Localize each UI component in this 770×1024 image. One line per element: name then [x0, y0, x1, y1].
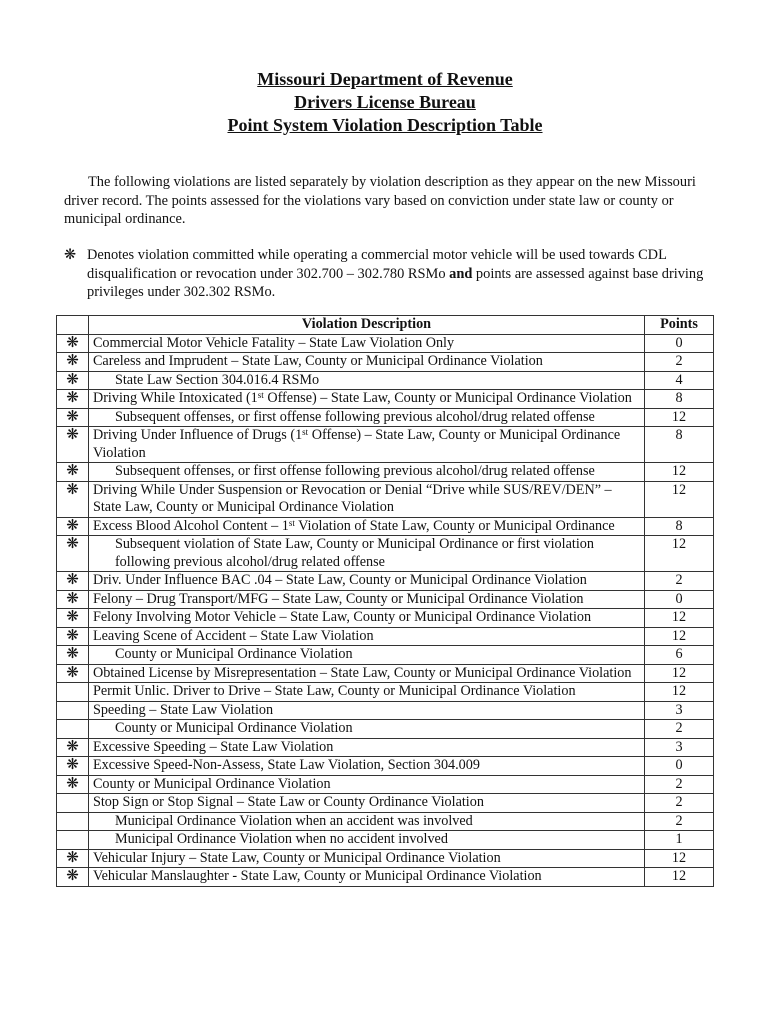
table-row	[57, 831, 714, 850]
violation-description	[88, 794, 644, 813]
table-row	[57, 794, 714, 813]
cmv-star-icon: ❋	[57, 463, 89, 482]
violation-description	[88, 683, 644, 702]
description-after: Offense) – State Law, County or Municipal Ordinance Violation	[92, 427, 621, 461]
violation-points: 0	[645, 334, 714, 353]
violation-description	[88, 868, 644, 887]
title-department: Missouri Department of Revenue	[257, 69, 513, 89]
description-text: Municipal Ordinance Violation when no accident involved	[114, 831, 448, 847]
table-row	[57, 683, 714, 702]
violation-points: 12	[645, 627, 714, 646]
cmv-star-icon: ❋	[57, 849, 89, 868]
table-row	[57, 664, 714, 683]
empty-star-cell	[57, 831, 89, 850]
description-text: County or Municipal Ordinance Violation	[114, 646, 353, 662]
cmv-star-icon: ❋	[57, 334, 89, 353]
note-text-after: points are assessed against base driving privileges under 302.302 RSMo.	[87, 265, 704, 300]
description-text: Driving While Under Suspension or Revocation or Denial “Drive while SUS/REV/DEN” – State Law, County or Municipal Ordinance Violation	[92, 481, 612, 515]
violation-points: 12	[645, 463, 714, 482]
table-row	[57, 812, 714, 831]
violation-description	[88, 775, 644, 794]
violation-points: 12	[645, 849, 714, 868]
violation-description	[88, 609, 644, 628]
header-description: Violation Description	[88, 316, 644, 335]
violation-description	[88, 517, 644, 536]
cmv-star-icon: ❋	[57, 664, 89, 683]
empty-star-cell	[57, 794, 89, 813]
violation-description	[88, 481, 644, 517]
description-text: Felony Involving Motor Vehicle – State Law, County or Municipal Ordinance Violation	[92, 609, 592, 625]
description-text: Leaving Scene of Accident – State Law Violation	[92, 627, 374, 644]
violation-description	[88, 831, 644, 850]
note-text-before: Denotes violation committed while operating a commercial motor vehicle will be used towards CDL disqualification or revocation under 302.700 – 302.780 RSMo	[87, 247, 667, 282]
violation-description	[88, 720, 644, 739]
description-text	[93, 390, 640, 408]
table-row	[57, 609, 714, 628]
table-row	[57, 408, 714, 427]
description-text	[93, 427, 640, 462]
table-row	[57, 427, 714, 463]
table-row	[57, 517, 714, 536]
violation-points: 2	[645, 812, 714, 831]
violation-points: 12	[645, 683, 714, 702]
table-row	[57, 481, 714, 517]
violation-points: 8	[645, 517, 714, 536]
description-before: Driving While Intoxicated (1	[92, 390, 258, 406]
violation-points: 2	[645, 720, 714, 739]
table-row	[57, 775, 714, 794]
cmv-star-icon: ❋	[57, 536, 89, 572]
violation-points: 0	[645, 757, 714, 776]
description-text: Felony – Drug Transport/MFG – State Law, County or Municipal Ordinance Violation	[92, 590, 584, 607]
cmv-star-icon: ❋	[57, 627, 89, 646]
violation-points: 8	[645, 390, 714, 409]
violation-description	[88, 390, 644, 409]
description-before: Excess Blood Alcohol Content – 1	[92, 517, 289, 534]
header-points: Points	[645, 316, 714, 335]
title-bureau: Drivers License Bureau	[294, 92, 476, 112]
violation-points: 6	[645, 646, 714, 665]
cmv-note	[64, 246, 714, 302]
violation-description	[88, 408, 644, 427]
description-text: Vehicular Injury – State Law, County or Municipal Ordinance Violation	[92, 849, 501, 866]
description-text: Excessive Speeding – State Law Violation	[92, 738, 334, 755]
cmv-star-icon: ❋	[57, 609, 89, 628]
cmv-star-icon: ❋	[64, 247, 77, 263]
description-text: Subsequent offenses, or first offense following previous alcohol/drug related offense	[114, 408, 595, 425]
description-text: Excessive Speed-Non-Assess, State Law Violation, Section 304.009	[92, 757, 480, 773]
cmv-note-text	[87, 246, 714, 302]
violation-points: 2	[645, 794, 714, 813]
table-row	[57, 334, 714, 353]
violation-description	[88, 646, 644, 665]
empty-star-cell	[57, 720, 89, 739]
violation-points: 1	[645, 831, 714, 850]
empty-star-cell	[57, 701, 89, 720]
empty-star-cell	[57, 812, 89, 831]
cmv-star-icon: ❋	[57, 353, 89, 372]
violation-points: 4	[645, 371, 714, 390]
ordinal-suffix: st	[257, 390, 264, 400]
cmv-star-icon: ❋	[57, 481, 89, 517]
table-row	[57, 757, 714, 776]
document-header	[0, 68, 770, 137]
cmv-star-icon: ❋	[57, 572, 89, 591]
intro-paragraph	[64, 173, 714, 229]
description-text: Stop Sign or Stop Signal – State Law or County Ordinance Violation	[92, 794, 484, 810]
cmv-star-icon: ❋	[57, 738, 89, 757]
description-after: Offense) – State Law, County or Municipal Ordinance Violation	[263, 390, 632, 406]
violation-table	[56, 315, 714, 887]
violation-points: 12	[645, 536, 714, 572]
violation-points: 2	[645, 775, 714, 794]
violation-description	[88, 427, 644, 463]
description-text: County or Municipal Ordinance Violation	[114, 720, 353, 736]
cmv-star-icon: ❋	[57, 775, 89, 794]
violation-description	[88, 701, 644, 720]
violation-points: 12	[645, 609, 714, 628]
cmv-star-icon: ❋	[57, 868, 89, 887]
title-table: Point System Violation Description Table	[227, 115, 543, 135]
violation-points: 12	[645, 481, 714, 517]
violation-points: 12	[645, 408, 714, 427]
description-text: Commercial Motor Vehicle Fatality – State Law Violation Only	[92, 334, 455, 351]
violation-description	[88, 536, 644, 572]
cmv-star-icon: ❋	[57, 427, 89, 463]
table-row	[57, 627, 714, 646]
description-text: State Law Section 304.016.4 RSMo	[114, 371, 320, 388]
description-text: Municipal Ordinance Violation when an accident was involved	[114, 812, 473, 829]
violation-description	[88, 572, 644, 591]
violation-description	[88, 590, 644, 609]
table-row	[57, 868, 714, 887]
violation-description	[88, 664, 644, 683]
table-row	[57, 463, 714, 482]
description-after: Violation of State Law, County or Municipal Ordinance	[294, 517, 615, 534]
table-body	[57, 334, 714, 886]
note-text-bold: and	[449, 265, 473, 282]
description-text: Subsequent offenses, or first offense following previous alcohol/drug related offense	[114, 463, 595, 479]
cmv-star-icon: ❋	[57, 590, 89, 609]
description-text: County or Municipal Ordinance Violation	[92, 775, 331, 792]
cmv-star-icon: ❋	[57, 408, 89, 427]
ordinal-suffix: st	[288, 517, 295, 528]
description-text: Vehicular Manslaughter - State Law, County or Municipal Ordinance Violation	[92, 868, 542, 884]
violation-description	[88, 353, 644, 372]
violation-description	[88, 334, 644, 353]
cmv-star-icon: ❋	[57, 517, 89, 536]
description-text: Obtained License by Misrepresentation – State Law, County or Municipal Ordinance Violation	[92, 664, 632, 681]
description-text: Subsequent violation of State Law, County or Municipal Ordinance or first violation following previous alcohol/drug related offense	[114, 536, 594, 570]
table-header-row	[57, 316, 714, 335]
cmv-star-icon: ❋	[57, 757, 89, 776]
description-before: Driving Under Influence of Drugs (1	[92, 427, 303, 443]
table-row	[57, 572, 714, 591]
table-row	[57, 738, 714, 757]
violation-description	[88, 812, 644, 831]
cmv-star-icon: ❋	[57, 646, 89, 665]
table-row	[57, 646, 714, 665]
violation-points: 3	[645, 701, 714, 720]
violation-description	[88, 371, 644, 390]
description-text: Speeding – State Law Violation	[92, 701, 274, 718]
violation-description	[88, 849, 644, 868]
header-star-cell	[57, 316, 89, 335]
cmv-star-icon: ❋	[57, 390, 89, 409]
violation-points: 2	[645, 572, 714, 591]
violation-points: 8	[645, 427, 714, 463]
table-row	[57, 720, 714, 739]
table-row	[57, 371, 714, 390]
violation-description	[88, 463, 644, 482]
violation-points: 0	[645, 590, 714, 609]
violation-description	[88, 738, 644, 757]
description-text: Careless and Imprudent – State Law, County or Municipal Ordinance Violation	[92, 353, 543, 369]
description-text	[93, 518, 640, 536]
table-row	[57, 536, 714, 572]
empty-star-cell	[57, 683, 89, 702]
table-row	[57, 849, 714, 868]
violation-points: 12	[645, 868, 714, 887]
violation-description	[88, 757, 644, 776]
ordinal-suffix: st	[302, 427, 309, 437]
violation-points: 3	[645, 738, 714, 757]
description-text: Permit Unlic. Driver to Drive – State Law, County or Municipal Ordinance Violation	[92, 683, 576, 699]
table-row	[57, 390, 714, 409]
violation-points: 2	[645, 353, 714, 372]
cmv-star-icon: ❋	[57, 371, 89, 390]
table-row	[57, 701, 714, 720]
table-row	[57, 353, 714, 372]
table-row	[57, 590, 714, 609]
violation-description	[88, 627, 644, 646]
description-text: Driv. Under Influence BAC .04 – State Law, County or Municipal Ordinance Violation	[92, 572, 587, 588]
intro-text: The following violations are listed separately by violation description as they appear on the new Missouri driver record. The points assessed for the violations vary based on conviction under state law or county or municipal ordinance.	[64, 174, 696, 227]
violation-points: 12	[645, 664, 714, 683]
